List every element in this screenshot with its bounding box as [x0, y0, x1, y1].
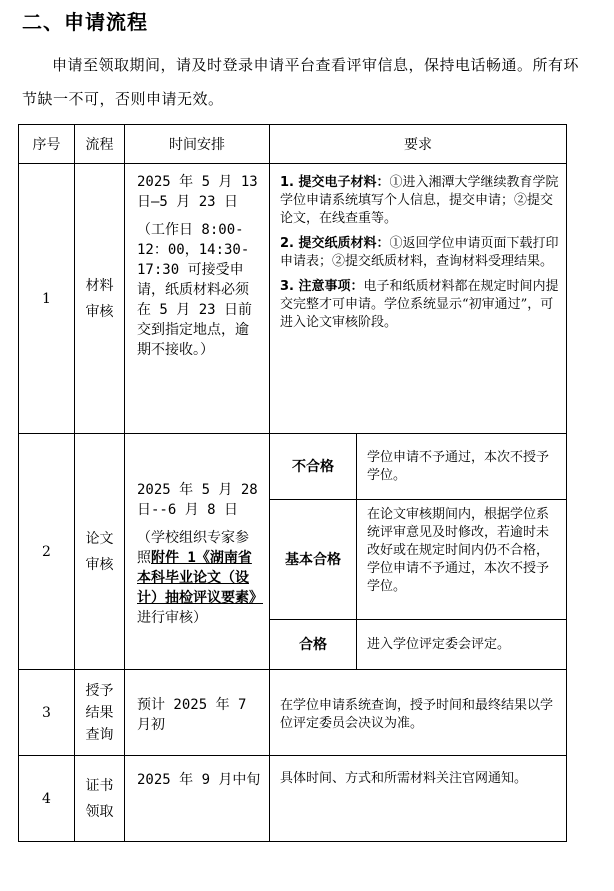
header-no: 序号	[19, 125, 75, 164]
requirements-cell	[270, 670, 567, 756]
result-text-pass: 进入学位评定委会评定。	[357, 620, 567, 670]
time-cell	[125, 434, 270, 670]
time-main: 预计 2025 年 7 月初	[137, 696, 247, 733]
row-number: 4	[19, 756, 75, 842]
intro-paragraph: 申请至领取期间，请及时登录申请平台查看评审信息，保持电话畅通。所有环节缺一不可，否则申请无效。	[22, 56, 580, 108]
process-name	[75, 756, 125, 842]
process-line: 授予	[85, 682, 114, 699]
time-main: 2025 年 9 月中旬	[137, 772, 261, 788]
time-note: （工作日 8:00-12：00，14:30-17:30 可接受申请，纸质材料必须在 5 月 23 日前交到指定地点，逾期不接收。）	[137, 222, 253, 358]
header-requirements: 要求	[270, 125, 567, 164]
req-text: ①进入湘潭大学继续教育学院学位申请系统填写个人信息，提交申请；②提交论文，在线查重等。	[280, 175, 559, 226]
section-heading: 二、申请流程	[22, 10, 148, 34]
table-header-row	[19, 125, 567, 164]
table-row	[19, 434, 567, 500]
header-process: 流程	[75, 125, 125, 164]
req-text: 在学位申请系统查询，授予时间和最终结果以学位评定委员会决议为准。	[280, 697, 554, 731]
req-item	[280, 235, 560, 271]
row-number: 2	[19, 434, 75, 670]
process-line: 结果	[85, 704, 114, 721]
req-title: 2. 提交纸质材料：	[280, 236, 390, 251]
process-line: 审核	[85, 303, 114, 320]
req-title: 3. 注意事项：	[280, 279, 364, 294]
header-time: 时间安排	[125, 125, 270, 164]
req-item	[280, 174, 560, 228]
annex-link[interactable]: 附件 1《湖南省本科毕业论文（设计）抽检评议要素》	[137, 549, 263, 606]
process-name	[75, 164, 125, 434]
requirements-cell	[270, 756, 567, 842]
result-label-basic: 基本合格	[270, 500, 357, 620]
process-table	[18, 124, 567, 842]
table-row	[19, 164, 567, 434]
process-name	[75, 670, 125, 756]
process-line: 审核	[85, 556, 114, 573]
table-row	[19, 670, 567, 756]
time-main: 2025 年 5 月 28 日--6 月 8 日	[137, 481, 258, 518]
process-name	[75, 434, 125, 670]
req-text: 电子和纸质材料都在规定时间内提交完整才可申请。学位系统显示“初审通过”，可进入论文审核阶段。	[280, 279, 559, 330]
table-row	[19, 756, 567, 842]
req-title: 1. 提交电子材料：	[280, 175, 390, 190]
process-line: 证书	[85, 777, 114, 794]
time-cell	[125, 756, 270, 842]
process-line: 材料	[85, 277, 114, 294]
result-text-fail: 学位申请不予通过，本次不授予学位。	[357, 434, 567, 500]
result-label-pass: 合格	[270, 620, 357, 670]
req-text: 具体时间、方式和所需材料关注官网通知。	[280, 771, 528, 786]
result-text-basic: 在论文审核期间内，根据学位系统评审意见及时修改，若逾时未改好或在规定时间内仍不合格，学位申请不予通过，本次不授予学位。	[357, 500, 567, 620]
result-label-fail: 不合格	[270, 434, 357, 500]
time-note: （学校组织专家参照附件 1《湖南省本科毕业论文（设计）抽检评议要素》进行审核）	[137, 529, 263, 626]
row-number: 1	[19, 164, 75, 434]
process-line: 领取	[85, 803, 114, 820]
process-line: 论文	[85, 530, 114, 547]
time-cell	[125, 670, 270, 756]
time-cell	[125, 164, 270, 434]
req-item	[280, 278, 560, 332]
requirements-cell	[270, 164, 567, 434]
req-text: ①返回学位申请页面下载打印申请表；②提交纸质材料，查询材料受理结果。	[280, 236, 559, 269]
row-number: 3	[19, 670, 75, 756]
time-main: 2025 年 5 月 13 日—5 月 23 日	[137, 174, 258, 210]
process-line: 查询	[85, 726, 114, 743]
